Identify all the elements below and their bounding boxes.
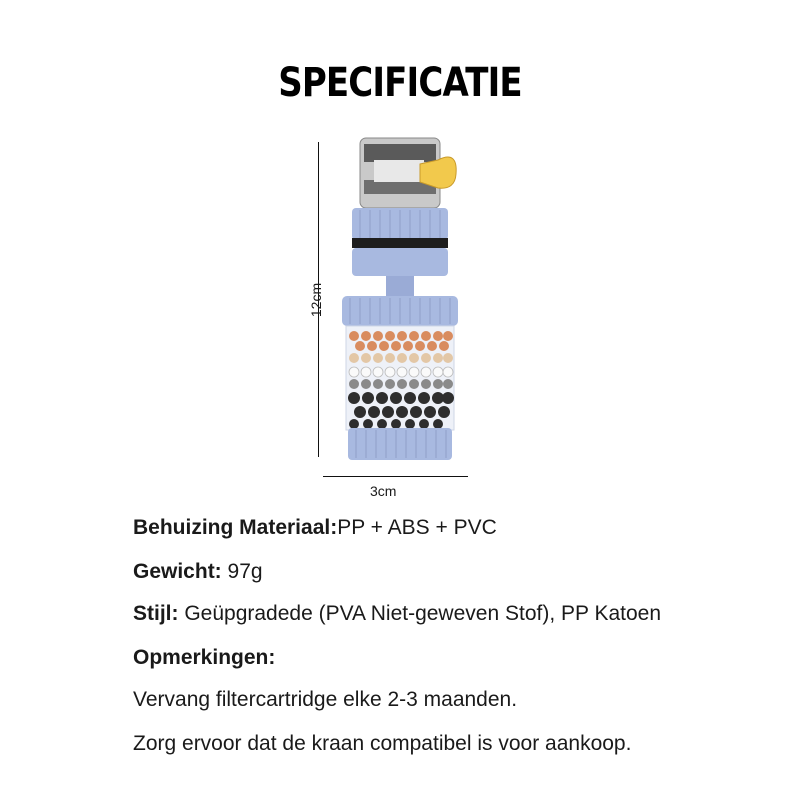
beige-beads <box>349 353 453 363</box>
spec-note-1: Vervang filtercartridge elke 2-3 maanden. <box>133 688 518 711</box>
white-beads <box>349 367 453 377</box>
width-dimension-line <box>323 476 468 477</box>
spec-notes-label: Opmerkingen: <box>133 646 276 669</box>
spec-notes <box>133 644 275 672</box>
spec-weight <box>133 558 263 586</box>
spec-style <box>133 600 661 628</box>
page-title: SPECIFICATIE <box>278 60 522 106</box>
spec-material-label: Behuizing Materiaal: <box>133 516 338 539</box>
spec-style-value: Geüpgradede (PVA Niet-geweven Stof), PP Katoen <box>178 602 662 625</box>
width-dimension-label: 3cm <box>370 483 397 499</box>
height-dimension-label: 12cm <box>308 282 324 318</box>
gray-beads <box>349 379 453 389</box>
spec-material <box>133 514 497 542</box>
spec-weight-value: 97g <box>221 560 263 583</box>
spec-note-2: Zorg ervoor dat de kraan compatibel is voor aankoop. <box>133 732 632 755</box>
spec-style-label: Stijl: <box>133 602 179 625</box>
spec-weight-label: Gewicht: <box>133 560 222 583</box>
spec-material-value: PP + ABS + PVC <box>337 516 497 539</box>
faucet-filter-image <box>290 130 520 510</box>
